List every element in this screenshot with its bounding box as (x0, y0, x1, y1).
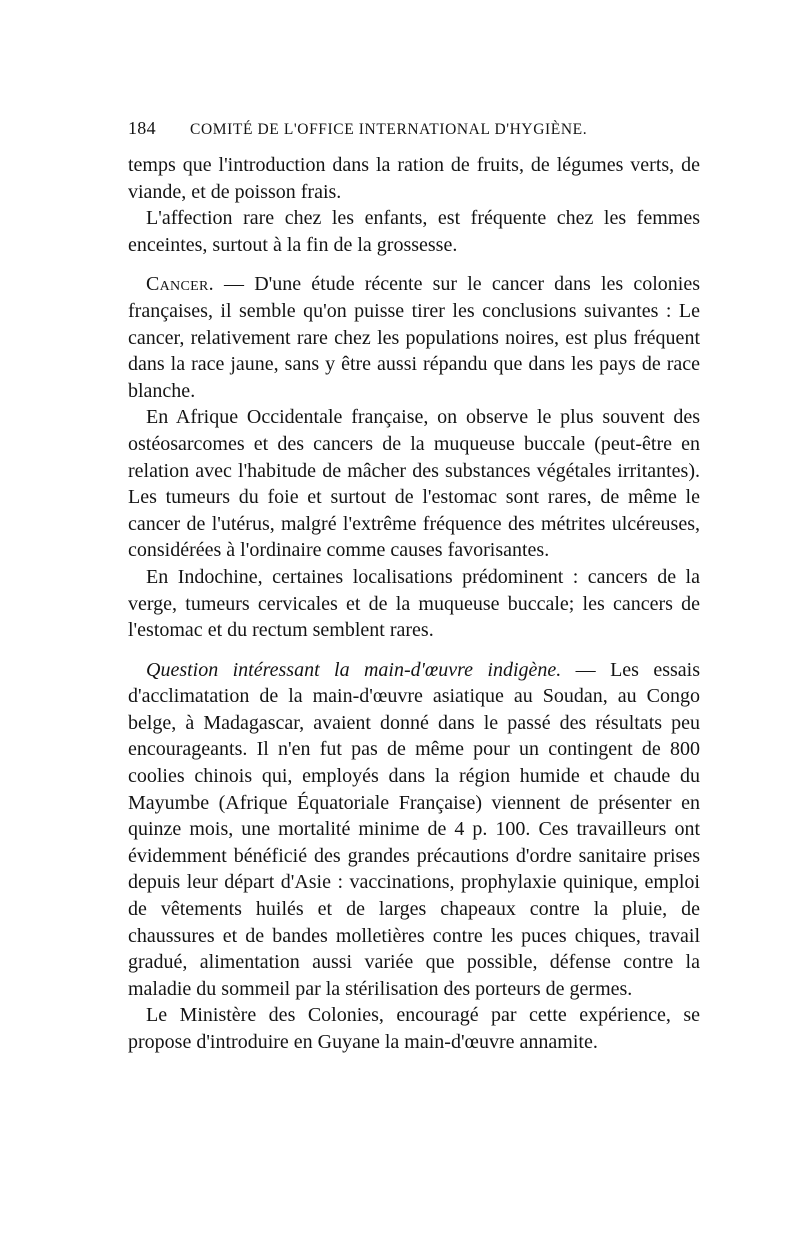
paragraph-ration: temps que l'introduction dans la ration de fruits, de légumes verts, de viande, et de poisson frais. (128, 154, 700, 203)
paragraph-cancer (128, 271, 700, 404)
section-heading-cancer: Cancer. (146, 273, 214, 296)
paragraph-indochine: En Indochine, certaines localisations prédominent : cancers de la verge, tumeurs cervicales et de la muqueuse buccale; les cancers de l'estomac et du rectum semblent rares. (128, 565, 700, 642)
paragraph-affection: L'affection rare chez les enfants, est fréquente chez les femmes enceintes, surtout à la fin de la grossesse. (128, 207, 700, 256)
paragraph-afrique-occidentale: En Afrique Occidentale française, on observe le plus souvent des ostéosarcomes et des cancers de la muqueuse buccale (peut-être en relation avec l'habitude de mâcher des substances végétales irritantes). Les tumeurs du foie et surtout de l'estomac sont rares, de même le cancer de l'utérus, malgré l'extrême fréquence des métrites ulcéreuses, considérées à l'ordinaire comme causes favorisantes. (128, 406, 700, 562)
paragraph-main-oeuvre (128, 657, 700, 1003)
page-number: 184 (128, 118, 156, 138)
book-page (128, 118, 700, 1056)
header-title: COMITÉ DE L'OFFICE INTERNATIONAL D'HYGIÈNE. (190, 121, 588, 138)
paragraph-main-oeuvre-body: — Les essais d'acclimatation de la main-d'œuvre asiatique au Soudan, au Congo belge, à Madagascar, avaient donné dans le passé des résultats peu encourageants. Il n'en fut pas de même pour un contingent de 800 coolies chinois qui, employés dans la région humide et chaude du Mayumbe (Afrique Équatoriale Française) viennent de présenter en quinze mois, une mortalité minime de 4 p. 100. Ces travailleurs ont évidemment bénéficié des grandes précautions d'ordre sanitaire prises depuis leur départ d'Asie : vaccinations, prophylaxie quinique, emploi de vêtements huilés et de larges chapeaux contre la pluie, de chaussures et de bandes molletières contre les puces chiques, travail gradué, alimentation aussi variée que possible, défense contre la maladie du sommeil par la stérilisation des porteurs de germes. (128, 658, 700, 1000)
running-header (128, 118, 700, 152)
paragraph-ministere: Le Ministère des Colonies, encouragé par cette expérience, se propose d'introduire en Guyane la main-d'œuvre annamite. (128, 1004, 700, 1053)
paragraph-cancer-body: — D'une étude récente sur le cancer dans les colonies françaises, il semble qu'on puisse tirer les conclusions suivantes : Le cancer, relativement rare chez les populations noires, est plus fréquent dans la race jaune, sans y être aussi répandu que dans les pays de race blanche. (128, 273, 700, 402)
section-heading-main-oeuvre: Question intéressant la main-d'œuvre indigène. (146, 658, 562, 681)
